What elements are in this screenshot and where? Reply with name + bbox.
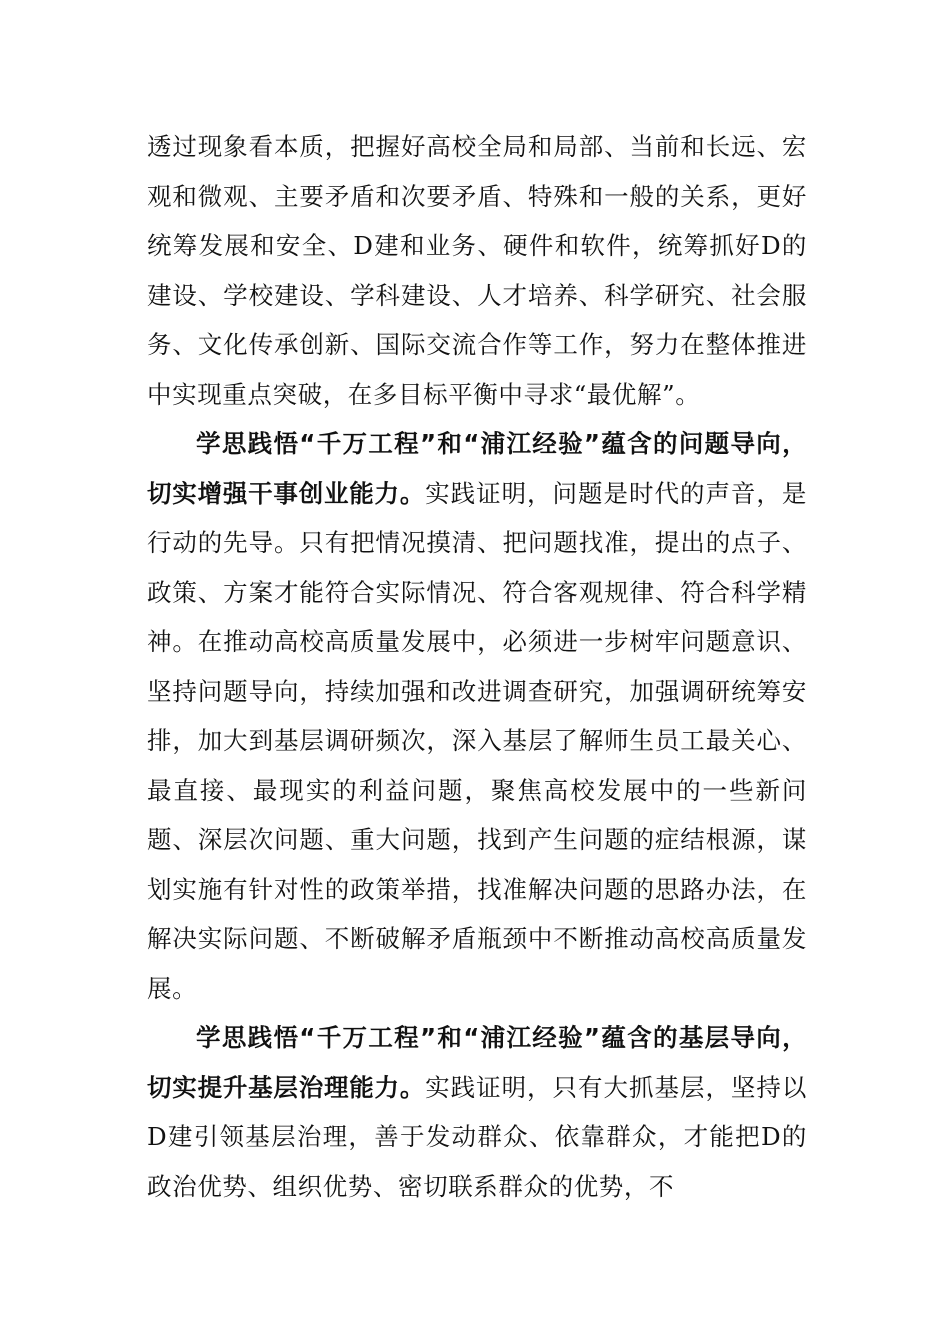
paragraph-3 bbox=[147, 1013, 807, 1211]
paragraph-3-text: 实践证明，只有大抓基层，坚持以D建引领基层治理，善于发动群众、依靠群众，才能把D的政治优势、组织优势、密切联系群众的优势，不 bbox=[147, 1072, 807, 1201]
paragraph-2-heading: 学思践悟“千万工程”和“浦江经验”蕴含的问题导向，切实增强干事创业能力。 bbox=[147, 429, 807, 508]
paragraph-1 bbox=[147, 122, 807, 419]
paragraph-2 bbox=[147, 419, 807, 1013]
paragraph-3-heading: 学思践悟“千万工程”和“浦江经验”蕴含的基层导向，切实提升基层治理能力。 bbox=[147, 1023, 807, 1102]
paragraph-2-text: 实践证明，问题是时代的声音，是行动的先导。只有把情况摸清、把问题找准，提出的点子、政策、方案才能符合实际情况、符合客观规律、符合科学精神。在推动高校高质量发展中，必须进一步树牢问题意识、坚持问题导向，持续加强和改进调查研究，加强调研统筹安排，加大到基层调研频次，深入基层了解师生员工最关心、最直接、最现实的利益问题，聚焦高校发展中的一些新问题、深层次问题、重大问题，找到产生问题的症结根源，谋划实施有针对性的政策举措，找准解决问题的思路办法，在解决实际问题、不断破解矛盾瓶颈中不断推动高校高质量发展。 bbox=[147, 478, 807, 1003]
document-body bbox=[147, 122, 807, 1211]
paragraph-1-text: 透过现象看本质，把握好高校全局和局部、当前和长远、宏观和微观、主要矛盾和次要矛盾、特殊和一般的关系，更好统筹发展和安全、D建和业务、硬件和软件，统筹抓好D的建设、学校建设、学科建设、人才培养、科学研究、社会服务、文化传承创新、国际交流合作等工作，努力在整体推进中实现重点突破，在多目标平衡中寻求“最优解”。 bbox=[147, 132, 807, 409]
